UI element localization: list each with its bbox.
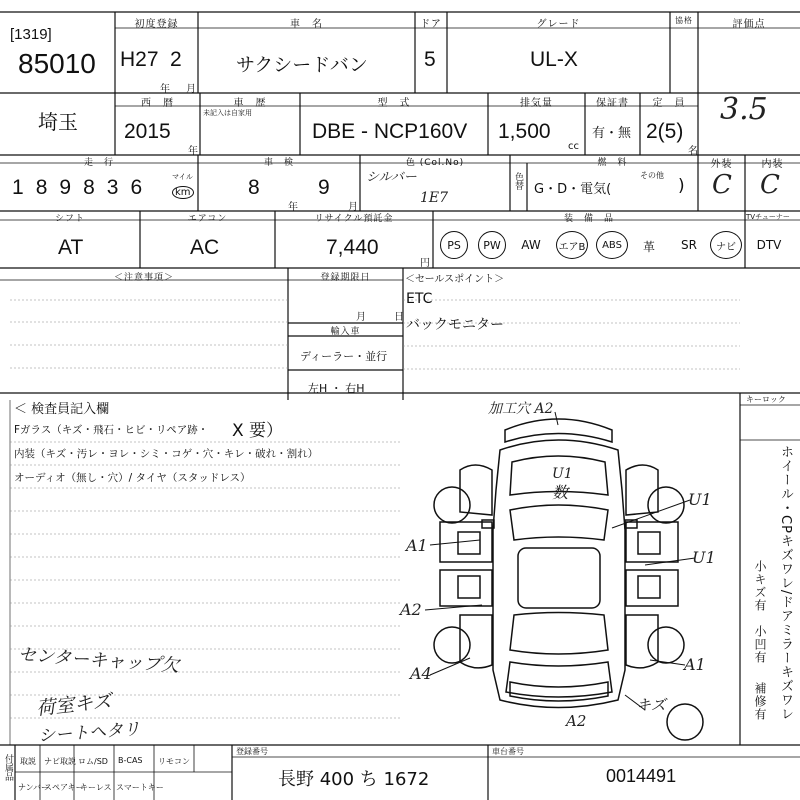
car-name-label: 車 名 <box>290 19 323 30</box>
inspection-month-unit: 月 <box>348 202 358 213</box>
color-change-label: 色替 <box>513 172 523 190</box>
handwritten-cargo-scratch: 荷室キズ <box>35 690 113 720</box>
mileage-label: 走 行 <box>83 158 114 168</box>
capacity: 2(5) <box>646 120 684 143</box>
recycle-label: リサイクル預託金 <box>314 214 394 224</box>
reg-deadline-day: 日 <box>394 312 404 323</box>
ac: AC <box>190 236 220 259</box>
equipment-sr: SR <box>681 238 697 252</box>
first-registration-year: H27 <box>120 48 159 71</box>
exterior-grade: C <box>712 170 732 200</box>
western-year: 2015 <box>124 120 171 143</box>
reg-deadline-label: 登録期限日 <box>320 273 371 283</box>
shift-label: シフト <box>54 214 85 224</box>
diagram-note-top: 加工穴 A2 <box>488 401 554 417</box>
grade-label: グレード <box>536 19 581 30</box>
mileage-digits <box>12 176 154 200</box>
ac-label: エアコン <box>187 214 228 224</box>
recycle-unit: 円 <box>420 258 430 269</box>
fuel-label: 燃 料 <box>597 158 628 168</box>
first-registration-label: 初度登録 <box>134 19 179 30</box>
displacement-label: 排気量 <box>520 98 553 109</box>
interior-label: 内装 <box>761 159 784 170</box>
score: 3.5 <box>720 92 768 127</box>
chassis-label: 車台番号 <box>492 747 524 756</box>
car-damage-diagram <box>400 400 740 745</box>
color-label: 色 (Col.No) <box>405 158 465 168</box>
score-label: 評価点 <box>732 19 766 30</box>
equipment-dtv: DTV <box>756 238 782 252</box>
handwritten-seat-wear: シートヘタリ <box>37 719 141 747</box>
chassis-number: 0014491 <box>606 766 677 786</box>
reg-number-label: 登録番号 <box>236 747 268 756</box>
doors: 5 <box>424 48 436 71</box>
model: DBE - NCP160V <box>312 120 468 143</box>
inspector-line-glass: Fガラス（キズ・飛石・ヒビ・リペア跡・ <box>14 424 209 436</box>
mileage-digit: 9 <box>59 176 84 199</box>
recycle-amount: 7,440 <box>326 236 379 259</box>
equipment-ps: PS <box>440 231 468 259</box>
diagram-bumper-scratch: キズ <box>636 696 666 714</box>
side-panel-line2: 小キズ有 小凹有 <box>753 560 767 664</box>
accessory-remote: リモコン <box>158 757 190 766</box>
sales-point-back-monitor: バックモニター <box>406 317 504 333</box>
diagram-left-a1: A1 <box>406 536 428 555</box>
displacement-unit: cc <box>568 141 579 152</box>
diagram-bottom-a2: A2 <box>566 712 587 730</box>
exterior-label: 外装 <box>710 159 733 170</box>
reg-deadline-month: 月 <box>356 312 366 323</box>
fuel-other: その他 <box>640 171 664 180</box>
import-label: 輸入車 <box>330 327 361 337</box>
equipment-abs: ABS <box>596 231 628 259</box>
handwritten-center-cap: センターキャップ欠 <box>17 644 180 677</box>
diagram-roof-note-count: 数 <box>552 483 569 502</box>
mileage-unit-mile: マイル <box>172 173 193 181</box>
diagram-left-a2: A2 <box>400 600 422 619</box>
accessory-bcas: B-CAS <box>118 756 143 765</box>
region: 埼玉 <box>38 110 78 134</box>
inspection-year: 8 <box>248 176 260 199</box>
western-year-label: 西 暦 <box>141 98 174 109</box>
mileage-digit: 8 <box>35 176 60 199</box>
month-unit: 月 <box>186 84 196 95</box>
accessory-smart-key: スマートキー <box>116 783 164 792</box>
diagram-left-a4: A4 <box>410 664 432 683</box>
equipment-label: 装 備 品 <box>563 214 614 224</box>
reg-number: 長野 400 ち 1672 <box>278 769 430 790</box>
accessory-spare-key: スペアキー <box>44 783 84 792</box>
equipment-pw: PW <box>478 231 506 259</box>
fuel-close: ) <box>678 176 685 196</box>
accessory-plate: ナンバー <box>18 783 50 792</box>
year-unit: 年 <box>160 84 170 95</box>
car-name: サクシードバン <box>236 54 368 76</box>
diagram-right-u1-mid: U1 <box>692 548 716 567</box>
equipment-leather: 革 <box>642 240 655 254</box>
side-panel-line3: 補修有 <box>753 682 767 721</box>
key-lock-label: キーロック <box>746 395 786 404</box>
inspector-line-audio-tire: オーディオ（無し・穴）/ タイヤ（スタッドレス） <box>14 472 251 484</box>
displacement: 1,500 <box>498 120 551 143</box>
accessory-rom-sd: ロム/SD <box>78 757 108 766</box>
diagram-right-u1-top: U1 <box>688 490 712 509</box>
color-code: 1E7 <box>420 190 449 206</box>
history-label: 車 歴 <box>233 98 267 109</box>
mileage-digit: 6 <box>130 176 155 199</box>
lot-code: [1319] <box>10 26 52 43</box>
dealer-label: ディーラー・並行 <box>300 350 388 363</box>
fuel-options: G・D・電気( <box>534 182 612 197</box>
inspector-title: ＜ 検査員記入欄 <box>14 402 110 417</box>
capacity-label: 定 員 <box>652 98 686 109</box>
diagram-roof-note-u1: U1 <box>552 466 573 482</box>
inspector-line-interior: 内装（キズ・汚レ・ヨレ・シミ・コゲ・穴・キレ・破れ・割れ） <box>14 448 319 460</box>
inspector-glass-mark: X 要） <box>232 421 284 441</box>
lot-number: 85010 <box>18 48 96 79</box>
mileage-digit: 3 <box>106 176 131 199</box>
history-note: 未記入は自家用 <box>203 109 252 117</box>
tire-label: 協格 <box>675 16 693 25</box>
tuner-label: TVチューナー <box>746 213 790 221</box>
doors-label: ドア <box>420 19 442 30</box>
equipment-aw: AW <box>521 238 541 252</box>
warranty: 有・無 <box>592 126 632 141</box>
warranty-label: 保証書 <box>596 98 629 109</box>
capacity-unit: 名 <box>688 146 698 157</box>
mileage-digit: 1 <box>12 176 36 199</box>
side-panel-line1: ホイール・CPキズワレ/ドアミラーキズワレ <box>778 445 793 722</box>
mileage-digit: 8 <box>83 176 107 199</box>
model-label: 型 式 <box>377 98 411 109</box>
western-year-unit: 年 <box>188 146 198 157</box>
sales-point-etc: ETC <box>406 291 433 307</box>
accessory-manual: 取説 <box>20 757 36 766</box>
inspection-year-unit: 年 <box>288 202 298 213</box>
color-name: シルバー <box>366 170 417 185</box>
interior-grade: C <box>760 170 780 200</box>
inspection-label: 車 検 <box>263 158 294 168</box>
accessory-navi-manual: ナビ取説 <box>44 757 76 766</box>
equipment-airbag: エアB <box>556 231 588 259</box>
shift: AT <box>58 236 84 259</box>
grade: UL-X <box>530 48 578 71</box>
first-registration-month: 2 <box>170 48 182 71</box>
accessories-label: 付属品 <box>3 754 13 781</box>
steering-label: 左H ・ 右H <box>308 382 365 395</box>
diagram-right-a1: A1 <box>684 655 706 674</box>
mileage-unit-km: km <box>172 186 194 199</box>
accessory-keyless: キーレス <box>80 783 112 792</box>
caution-label: ＜注意事項＞ <box>113 273 174 283</box>
inspection-month: 9 <box>318 176 330 199</box>
equipment-navi: ナビ <box>710 231 742 259</box>
sales-points-label: ＜セールスポイント＞ <box>405 274 505 285</box>
